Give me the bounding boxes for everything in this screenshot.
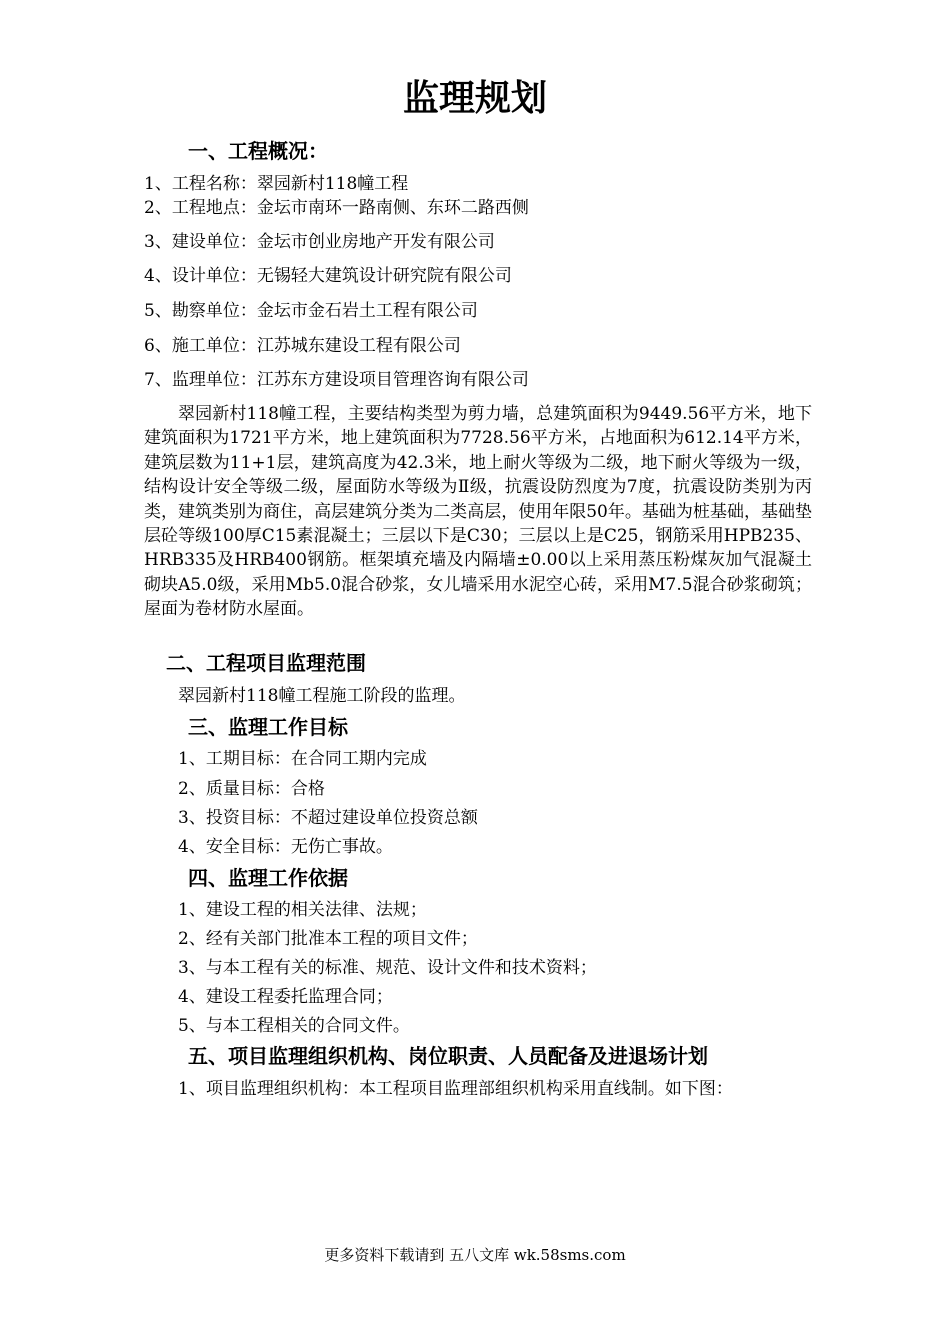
overview-item: 1、工程名称：翠园新村118幢工程 [144,174,409,194]
footer-note: 更多资料下载请到 五八文库 wk.58sms.com [324,1246,626,1264]
overview-item: 6、施工单位：江苏城东建设工程有限公司 [144,336,461,356]
basis-item: 1、建设工程的相关法律、法规； [178,900,427,920]
basis-item: 4、建设工程委托监理合同； [178,987,393,1007]
goals-item: 4、安全目标：无伤亡事故。 [178,837,393,857]
overview-item: 3、建设单位：金坛市创业房地产开发有限公司 [144,232,495,252]
section-heading-basis: 四、监理工作依据 [188,866,348,890]
overview-paragraph: 翠园新村118幢工程，主要结构类型为剪力墙，总建筑面积为9449.56平方米，地下建筑面积为1721平方米，地上建筑面积为7728.56平方米，占地面积为612.14平方米，建筑层数为11+1层，建筑高度为42.3米，地上耐火等级为二级，地下耐火等级为一级，结构设计安全等级二级，屋面防水等级为Ⅱ级，抗震设防烈度为7度，抗震设防类别为丙类，建筑类别为商住，高层建筑分类为二类高层，使用年限50年。基础为桩基础，基础垫层砼等级100厚C15素混凝土；三层以下是C30；三层以上是C25，钢筋采用HPB235、HRB335及HRB400钢筋。框架填充墙及内隔墙±0.00以上采用蒸压粉煤灰加气混凝土砌块A5.0级，采用Mb5.0混合砂浆，女儿墙采用水泥空心砖，采用M7.5混合砂浆砌筑；屋面为卷材防水屋面。 [144,404,812,620]
overview-item: 4、设计单位：无锡轻大建筑设计研究院有限公司 [144,266,512,286]
goals-item: 2、质量目标：合格 [178,779,325,799]
overview-item: 7、监理单位：江苏东方建设项目管理咨询有限公司 [144,370,529,390]
organization-item: 1、项目监理组织机构：本工程项目监理部组织机构采用直线制。如下图： [178,1079,733,1099]
section-heading-organization: 五、项目监理组织机构、岗位职责、人员配备及进退场计划 [188,1044,708,1068]
goals-item: 3、投资目标：不超过建设单位投资总额 [178,808,478,828]
basis-item: 2、经有关部门批准本工程的项目文件； [178,929,478,949]
overview-item: 2、工程地点：金坛市南环一路南侧、东环二路西侧 [144,198,529,218]
section-heading-overview: 一、工程概况： [188,139,328,163]
page-title: 监理规划 [402,78,547,119]
section-heading-scope: 二、工程项目监理范围 [166,651,366,675]
goals-item: 1、工期目标：在合同工期内完成 [178,749,427,769]
basis-item: 5、与本工程相关的合同文件。 [178,1016,410,1036]
basis-item: 3、与本工程有关的标准、规范、设计文件和技术资料； [178,958,597,978]
scope-item: 翠园新村118幢工程施工阶段的监理。 [178,686,466,706]
section-heading-goals: 三、监理工作目标 [188,715,348,739]
overview-item: 5、勘察单位：金坛市金石岩土工程有限公司 [144,301,478,321]
